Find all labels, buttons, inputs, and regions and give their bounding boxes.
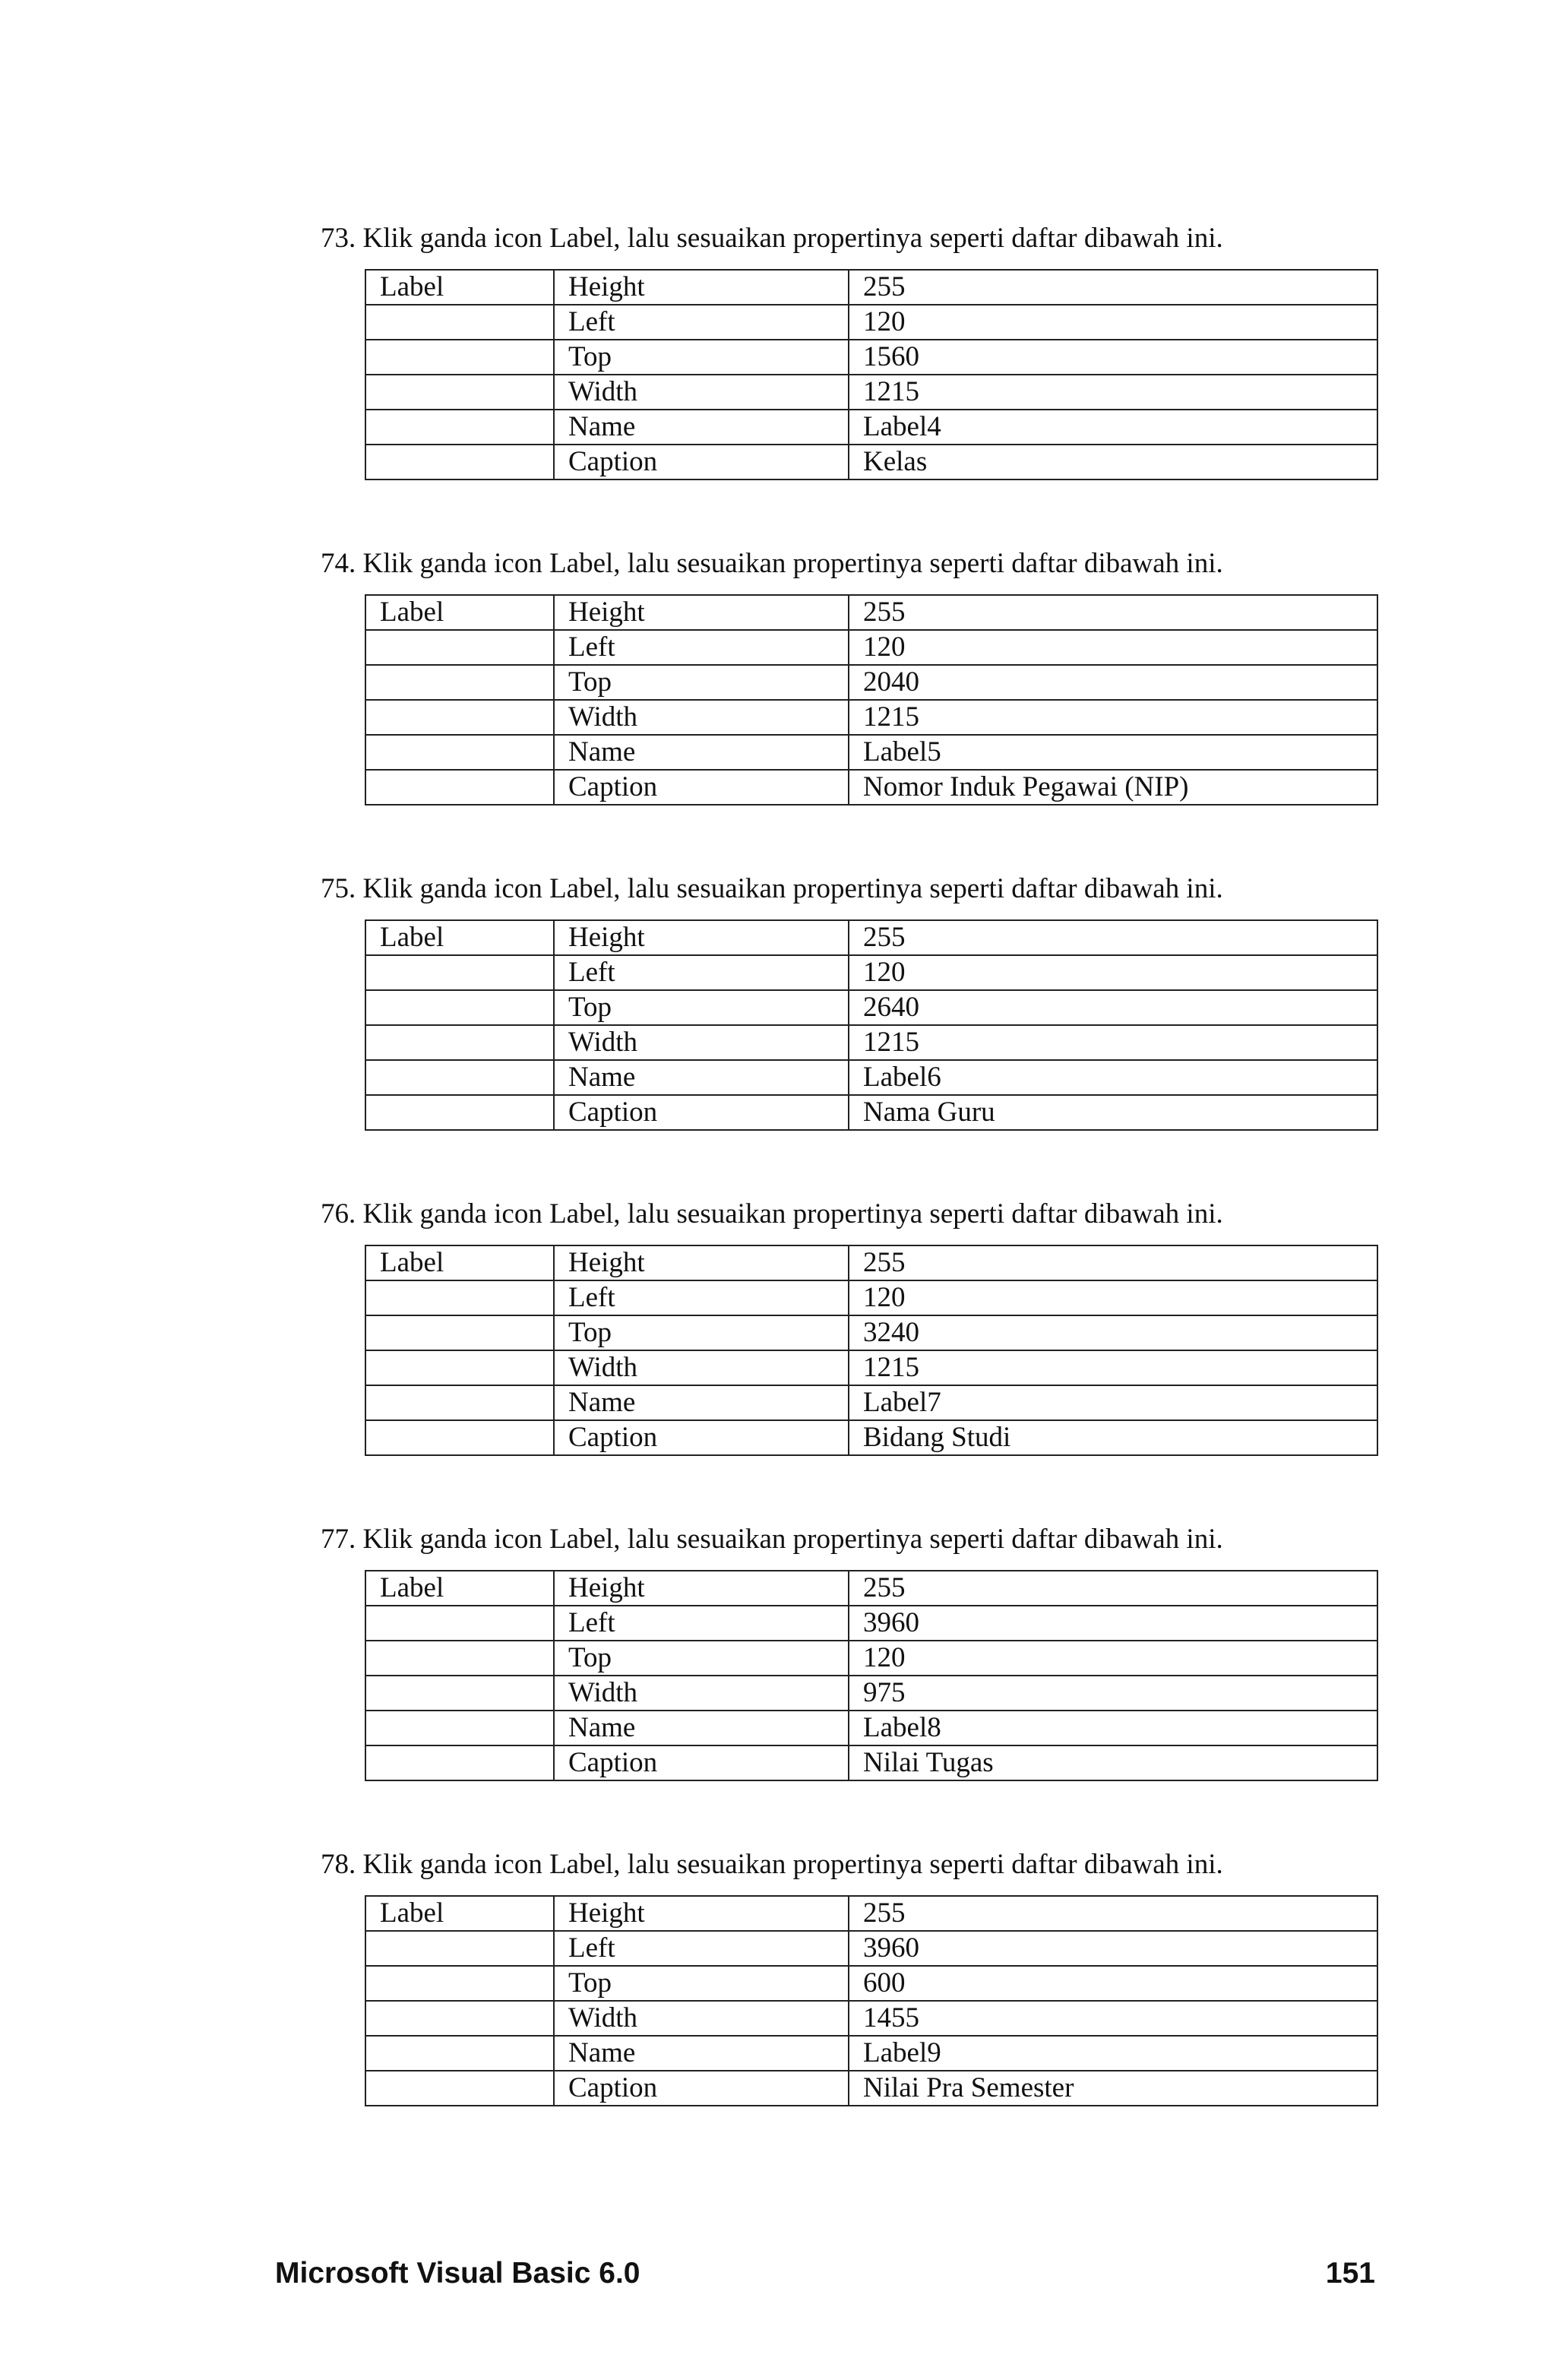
property-table — [365, 1895, 1378, 2106]
property-table — [365, 1245, 1378, 1456]
property-name-cell: Left — [554, 1606, 849, 1641]
table-row — [365, 1025, 1377, 1060]
property-value-cell: 1215 — [849, 375, 1377, 410]
property-name-cell: Name — [554, 1711, 849, 1745]
property-value-cell: 975 — [849, 1676, 1377, 1711]
property-value-cell: 600 — [849, 1966, 1377, 2001]
object-cell: Label — [365, 920, 554, 955]
property-value-cell: Label4 — [849, 410, 1377, 445]
property-name-cell: Height — [554, 1896, 849, 1931]
property-value-cell: Label9 — [849, 2036, 1377, 2071]
object-cell — [365, 340, 554, 375]
object-cell — [365, 1931, 554, 1966]
object-cell: Label — [365, 270, 554, 305]
property-value-cell: 255 — [849, 1571, 1377, 1606]
table-row — [365, 305, 1377, 340]
property-value-cell: Nama Guru — [849, 1095, 1377, 1130]
property-value-cell: Nomor Induk Pegawai (NIP) — [849, 770, 1377, 805]
table-row — [365, 630, 1377, 665]
table-row — [365, 1315, 1377, 1350]
property-value-cell: 120 — [849, 305, 1377, 340]
object-cell — [365, 1641, 554, 1676]
property-name-cell: Height — [554, 595, 849, 630]
table-row — [365, 735, 1377, 770]
property-name-cell: Width — [554, 375, 849, 410]
property-name-cell: Height — [554, 1571, 849, 1606]
property-name-cell: Name — [554, 410, 849, 445]
table-row — [365, 445, 1377, 479]
step-heading: 78. Klik ganda icon Label, lalu sesuaikan propertinya seperti daftar dibawah ini. — [321, 1849, 1223, 1880]
step-heading: 76. Klik ganda icon Label, lalu sesuaikan propertinya seperti daftar dibawah ini. — [321, 1198, 1223, 1230]
property-value-cell: 120 — [849, 1641, 1377, 1676]
property-value-cell: Kelas — [849, 445, 1377, 479]
property-table — [365, 269, 1378, 480]
property-value-cell: 3960 — [849, 1931, 1377, 1966]
property-name-cell: Name — [554, 1385, 849, 1420]
object-cell — [365, 1060, 554, 1095]
property-name-cell: Caption — [554, 770, 849, 805]
object-cell — [365, 2036, 554, 2071]
property-value-cell: 1215 — [849, 1025, 1377, 1060]
property-name-cell: Width — [554, 1350, 849, 1385]
property-value-cell: 1560 — [849, 340, 1377, 375]
object-cell — [365, 305, 554, 340]
object-cell — [365, 1280, 554, 1315]
object-cell — [365, 990, 554, 1025]
table-row — [365, 2001, 1377, 2036]
property-name-cell: Height — [554, 1245, 849, 1280]
object-cell — [365, 1711, 554, 1745]
table-row — [365, 1095, 1377, 1130]
property-name-cell: Top — [554, 1315, 849, 1350]
table-row — [365, 1606, 1377, 1641]
property-value-cell: 255 — [849, 595, 1377, 630]
property-name-cell: Left — [554, 1931, 849, 1966]
property-name-cell: Top — [554, 665, 849, 700]
property-name-cell: Left — [554, 1280, 849, 1315]
property-name-cell: Name — [554, 2036, 849, 2071]
property-name-cell: Top — [554, 990, 849, 1025]
property-name-cell: Left — [554, 955, 849, 990]
property-name-cell: Caption — [554, 445, 849, 479]
table-row — [365, 1676, 1377, 1711]
property-name-cell: Caption — [554, 2071, 849, 2106]
property-name-cell: Width — [554, 1025, 849, 1060]
object-cell — [365, 2071, 554, 2106]
step-heading: 73. Klik ganda icon Label, lalu sesuaikan propertinya seperti daftar dibawah ini. — [321, 223, 1223, 254]
object-cell: Label — [365, 1571, 554, 1606]
object-cell — [365, 410, 554, 445]
property-value-cell: Label8 — [849, 1711, 1377, 1745]
object-cell: Label — [365, 595, 554, 630]
property-value-cell: 255 — [849, 1245, 1377, 1280]
page-footer — [275, 2254, 1375, 2293]
object-cell — [365, 1385, 554, 1420]
property-value-cell: Bidang Studi — [849, 1420, 1377, 1455]
step-heading: 75. Klik ganda icon Label, lalu sesuaikan propertinya seperti daftar dibawah ini. — [321, 873, 1223, 904]
property-value-cell: 120 — [849, 1280, 1377, 1315]
property-name-cell: Caption — [554, 1745, 849, 1780]
table-row — [365, 340, 1377, 375]
object-cell — [365, 1676, 554, 1711]
table-row — [365, 1350, 1377, 1385]
table-row — [365, 1931, 1377, 1966]
object-cell — [365, 630, 554, 665]
object-cell — [365, 1606, 554, 1641]
object-cell — [365, 1745, 554, 1780]
object-cell — [365, 735, 554, 770]
table-row — [365, 1280, 1377, 1315]
property-value-cell: 1215 — [849, 700, 1377, 735]
object-cell — [365, 955, 554, 990]
table-row — [365, 955, 1377, 990]
object-cell — [365, 375, 554, 410]
property-value-cell: 120 — [849, 630, 1377, 665]
property-value-cell: 3960 — [849, 1606, 1377, 1641]
object-cell — [365, 2001, 554, 2036]
table-row — [365, 2071, 1377, 2106]
property-name-cell: Name — [554, 735, 849, 770]
property-value-cell: Label5 — [849, 735, 1377, 770]
table-row — [365, 920, 1377, 955]
property-value-cell: 1215 — [849, 1350, 1377, 1385]
property-name-cell: Caption — [554, 1095, 849, 1130]
property-value-cell: 255 — [849, 1896, 1377, 1931]
object-cell: Label — [365, 1245, 554, 1280]
property-name-cell: Top — [554, 1641, 849, 1676]
table-row — [365, 770, 1377, 805]
property-name-cell: Top — [554, 1966, 849, 2001]
property-value-cell: 120 — [849, 955, 1377, 990]
table-row — [365, 1966, 1377, 2001]
object-cell — [365, 770, 554, 805]
object-cell — [365, 1315, 554, 1350]
object-cell — [365, 1025, 554, 1060]
table-row — [365, 665, 1377, 700]
table-row — [365, 1420, 1377, 1455]
table-row — [365, 990, 1377, 1025]
property-value-cell: 255 — [849, 270, 1377, 305]
property-value-cell: 1455 — [849, 2001, 1377, 2036]
object-cell — [365, 1350, 554, 1385]
table-row — [365, 595, 1377, 630]
table-row — [365, 2036, 1377, 2071]
object-cell — [365, 445, 554, 479]
step-heading: 77. Klik ganda icon Label, lalu sesuaikan propertinya seperti daftar dibawah ini. — [321, 1524, 1223, 1555]
property-value-cell: 3240 — [849, 1315, 1377, 1350]
table-row — [365, 700, 1377, 735]
property-name-cell: Height — [554, 920, 849, 955]
property-name-cell: Left — [554, 305, 849, 340]
property-value-cell: 255 — [849, 920, 1377, 955]
property-value-cell: Label7 — [849, 1385, 1377, 1420]
property-name-cell: Top — [554, 340, 849, 375]
table-row — [365, 270, 1377, 305]
property-name-cell: Name — [554, 1060, 849, 1095]
property-name-cell: Height — [554, 270, 849, 305]
property-value-cell: 2040 — [849, 665, 1377, 700]
property-value-cell: Label6 — [849, 1060, 1377, 1095]
table-row — [365, 1896, 1377, 1931]
property-name-cell: Width — [554, 1676, 849, 1711]
object-cell — [365, 665, 554, 700]
property-value-cell: Nilai Pra Semester — [849, 2071, 1377, 2106]
table-row — [365, 1385, 1377, 1420]
property-value-cell: 2640 — [849, 990, 1377, 1025]
property-name-cell: Width — [554, 2001, 849, 2036]
property-table — [365, 1570, 1378, 1781]
table-row — [365, 1245, 1377, 1280]
object-cell: Label — [365, 1896, 554, 1931]
object-cell — [365, 1095, 554, 1130]
footer-book-title: Microsoft Visual Basic 6.0 — [275, 2257, 640, 2290]
table-row — [365, 1711, 1377, 1745]
table-row — [365, 375, 1377, 410]
footer-page-number: 151 — [1325, 2257, 1375, 2290]
property-table — [365, 594, 1378, 805]
property-name-cell: Width — [554, 700, 849, 735]
property-table — [365, 919, 1378, 1131]
table-row — [365, 1060, 1377, 1095]
object-cell — [365, 700, 554, 735]
step-heading: 74. Klik ganda icon Label, lalu sesuaikan propertinya seperti daftar dibawah ini. — [321, 548, 1223, 579]
table-row — [365, 1745, 1377, 1780]
object-cell — [365, 1966, 554, 2001]
table-row — [365, 410, 1377, 445]
property-name-cell: Left — [554, 630, 849, 665]
table-row — [365, 1571, 1377, 1606]
property-value-cell: Nilai Tugas — [849, 1745, 1377, 1780]
object-cell — [365, 1420, 554, 1455]
table-row — [365, 1641, 1377, 1676]
property-name-cell: Caption — [554, 1420, 849, 1455]
